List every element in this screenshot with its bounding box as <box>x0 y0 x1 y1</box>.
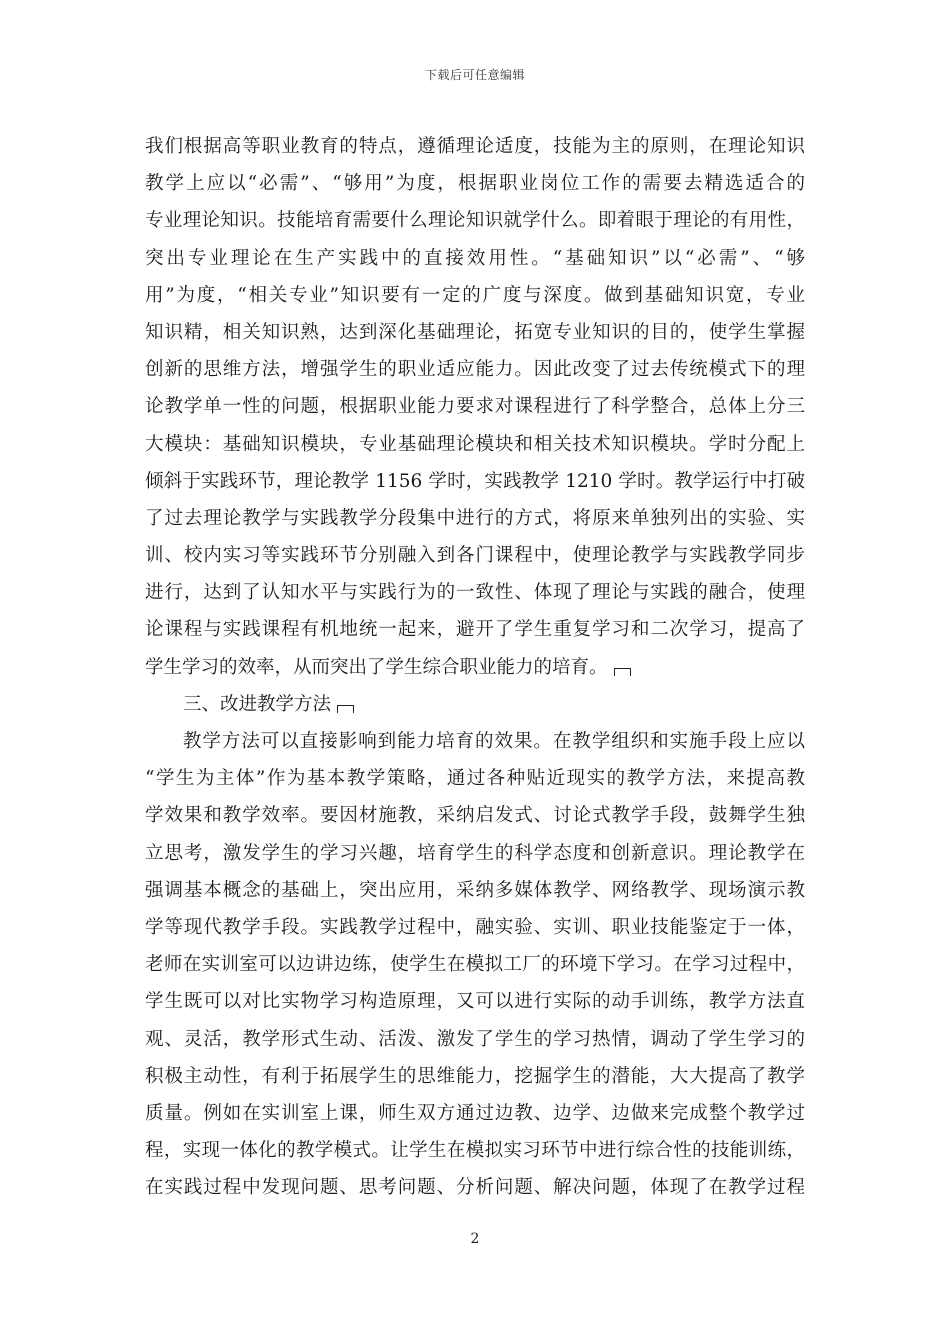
text-line: 教学上应以“必需”、“够用”为度，根据职业岗位工作的需要去精选适合的 <box>145 173 805 195</box>
text-line: “学生为主体”作为基本教学策略，通过各种贴近现实的教学方法，来提高教 <box>145 768 805 790</box>
text-line: 学生既可以对比实物学习构造原理，又可以进行实际的动手训练，教学方法直 <box>145 991 805 1013</box>
section-heading-text: 三、改进教学方法 <box>183 693 332 715</box>
text-line: 突出专业理论在生产实践中的直接效用性。“基础知识”以“必需”、“够 <box>145 247 805 269</box>
paragraph-teaching-methods <box>145 723 805 1206</box>
text-line: 学效果和教学效率。要因材施教，采纳启发式、讨论式教学手段，鼓舞学生独 <box>145 805 805 827</box>
text-line: 教学方法可以直接影响到能力培育的效果。在教学组织和实施手段上应以 <box>183 731 805 752</box>
text-line: 论课程与实践课程有机地统一起来，避开了学生重复学习和二次学习，提高了 <box>145 619 805 641</box>
text-line: 学等现代教学手段。实践教学过程中，融实验、实训、职业技能鉴定于一体， <box>145 916 805 938</box>
text-line: 强调基本概念的基础上，突出应用，采纳多媒体教学、网络教学、现场演示教 <box>145 879 805 901</box>
section-heading <box>145 686 805 723</box>
text-line: 专业理论知识。技能培育需要什么理论知识就学什么。即着眼于理论的有用性， <box>145 210 805 232</box>
text-line: 程，实现一体化的教学模式。让学生在模拟实习环节中进行综合性的技能训练， <box>145 1140 805 1162</box>
text-line: 训、校内实习等实践环节分别融入到各门课程中，使理论教学与实践教学同步 <box>145 545 805 567</box>
text-line: 论教学单一性的问题，根据职业能力要求对课程进行了科学整合，总体上分三 <box>145 396 805 418</box>
text-line: 观、灵活，教学形式生动、活泼、激发了学生的学习热情，调动了学生学习的 <box>145 1028 805 1050</box>
text-line: 进行，达到了认知水平与实践行为的一致性、体现了理论与实践的融合，使理 <box>145 582 805 604</box>
text-line: 用”为度，“相关专业”知识要有一定的广度与深度。做到基础知识宽，专业 <box>145 284 805 306</box>
text-line: 积极主动性，有利于拓展学生的思维能力，挖掘学生的潜能，大大提高了教学 <box>145 1065 805 1087</box>
text-line: 立思考，激发学生的学习兴趣，培育学生的科学态度和创新意识。理论教学在 <box>145 842 805 864</box>
paragraph-mark-icon <box>337 705 354 713</box>
text-line-content: 学生学习的效率，从而突出了学生综合职业能力的培育。 <box>145 656 608 678</box>
text-line-last <box>145 649 805 686</box>
text-line: 了过去理论教学与实践教学分段集中进行的方式，将原来单独列出的实验、实 <box>145 507 805 529</box>
text-line: 知识精，相关知识熟，达到深化基础理论，拓宽专业知识的目的，使学生掌握 <box>145 321 805 343</box>
text-line: 大模块：基础知识模块，专业基础理论模块和相关技术知识模块。学时分配上 <box>145 433 805 455</box>
document-body <box>145 128 805 1206</box>
text-line: 我们根据高等职业教育的特点，遵循理论适度，技能为主的原则，在理论知识 <box>145 136 805 157</box>
text-line: 创新的思维方法，增强学生的职业适应能力。因此改变了过去传统模式下的理 <box>145 359 805 381</box>
page-header: 下载后可任意编辑 <box>424 68 525 82</box>
paragraph-mark-icon <box>614 668 631 676</box>
paragraph-curriculum <box>145 128 805 686</box>
text-line: 在实践过程中发现问题、思考问题、分析问题、解决问题，体现了在教学过程 <box>145 1177 805 1199</box>
text-line: 倾斜于实践环节，理论教学 1156 学时，实践教学 1210 学时。教学运行中打破 <box>145 470 805 492</box>
page-number: 2 <box>470 1231 480 1247</box>
text-line: 老师在实训室可以边讲边练，使学生在模拟工厂的环境下学习。在学习过程中， <box>145 954 805 976</box>
text-line: 质量。例如在实训室上课，师生双方通过边教、边学、边做来完成整个教学过 <box>145 1102 805 1124</box>
